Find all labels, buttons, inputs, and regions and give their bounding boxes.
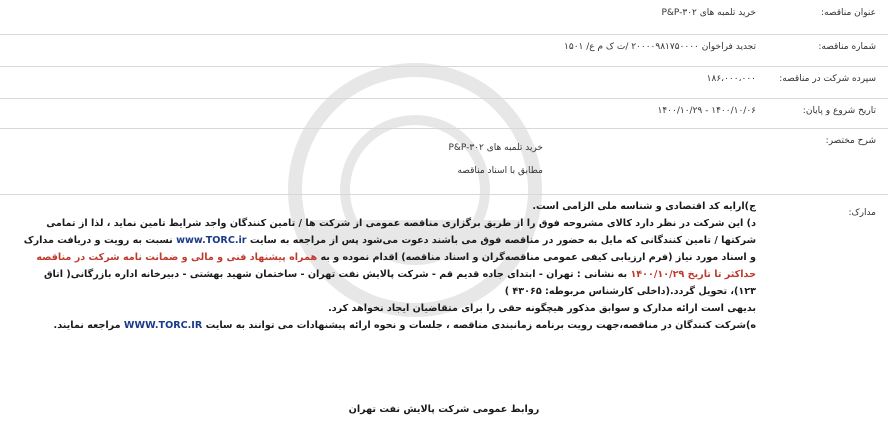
summary-label: شرح مختصر: xyxy=(825,136,876,146)
title-value: خرید تلمبه های P&P-۳۰۲ xyxy=(661,8,756,18)
row-title xyxy=(0,0,888,35)
dates-label: تاریخ شروع و پایان: xyxy=(802,106,876,116)
documents-body xyxy=(16,198,756,334)
row-dates xyxy=(0,98,888,129)
clause-e-text-1: ه)شرکت کنندگان در مناقصه،جهت رویت برنامه زمانبندی مناقصه ، جلسات و نحوه ارائه پیشنهادات می توانند به سایت xyxy=(202,320,756,331)
clause-d-text-1: د) این شرکت در نظر دارد کالای مشروحه فوق را از طریق برگزاری مناقصه عمومی از شرکت ها / تامین کنندگان واجد شرایط تامین نماید ، لذا از تمامی شرکتها / تامین کنندگانی که مایل به حضور در مناقصه فوق می باشند دعوت می‌شود پس از مراجعه به سایت xyxy=(46,218,756,246)
clause-e-text-2: مراجعه نمایند. xyxy=(53,320,124,331)
row-summary xyxy=(0,128,888,195)
number-label: شماره مناقصه: xyxy=(818,42,876,52)
clause-d xyxy=(16,215,756,300)
signature: روابط عمومی شرکت پالایش نفت تهران xyxy=(348,404,540,415)
summary-line-2: مطابق با اسناد مناقصه xyxy=(457,166,543,176)
clause-c: ج)ارایه کد اقتصادی و شناسه ملی الزامی است. xyxy=(532,201,756,212)
documents-label: مدارک: xyxy=(848,208,876,218)
title-label: عنوان مناقصه: xyxy=(821,8,876,18)
clause-d-text-3: به نشانی : تهران - ابتدای جاده قدیم قم - شرکت پالایش نفت تهران - ساختمان شهید بهشتی - دبیرخانه اداره بازرگانی( اتاق ۱۲۳)، تحویل گردد.(داخلی کارشناس مربوطه: ۴۳۰۶۵ ) xyxy=(43,269,756,297)
disclaimer-note: بدیهی است ارائه مدارک و سوابق مذکور هیچگونه حقی را برای متقاضیان ایجاد نخواهد کرد. xyxy=(328,303,756,314)
deposit-value: ۱۸۶،۰۰۰،۰۰۰ xyxy=(706,74,756,84)
torc-link-1[interactable]: www.TORC.ir xyxy=(176,235,247,246)
dates-value: ۱۴۰۰/۱۰/۰۶ - ۱۴۰۰/۱۰/۲۹ xyxy=(657,106,756,116)
number-value: تجدید فراخوان ۲۰۰۰۰۹۸۱۷۵۰۰۰۰ /ت ک م ع/ ۱۵۰۱ xyxy=(564,42,756,52)
torc-link-2[interactable]: WWW.TORC.IR xyxy=(123,320,203,331)
clause-d-deadline: همراه پیشنهاد فنی و مالی و ضمانت نامه شرکت در مناقصه حداکثر تا تاریخ ۱۴۰۰/۱۰/۲۹ xyxy=(36,252,756,280)
deposit-label: سپرده شرکت در مناقصه: xyxy=(779,74,876,84)
clause-d-text-2: نسبت به رویت و دریافت مدارک و اسناد مورد نیاز (فرم ارزیابی کیفی عمومی مناقصه‌گران و اسناد مناقصه) اقدام نموده و به xyxy=(23,235,756,263)
summary-line-1: خرید تلمبه های P&P-۳۰۲ xyxy=(448,143,543,153)
row-deposit xyxy=(0,66,888,99)
clause-e xyxy=(16,317,756,334)
row-number xyxy=(0,34,888,67)
